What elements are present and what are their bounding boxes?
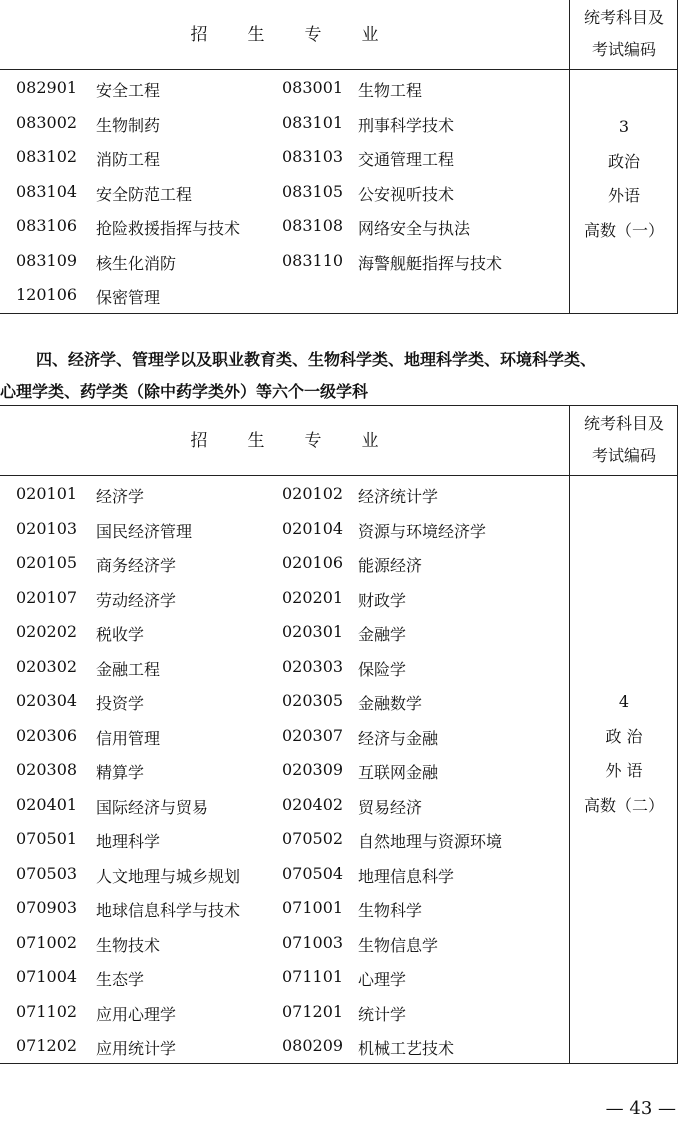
- major-code: 020302: [16, 656, 78, 676]
- major-code: 083102: [16, 147, 78, 166]
- major-name: 机械工艺技术: [358, 1039, 455, 1058]
- table-header: [0, 406, 677, 476]
- major-name: 海警舰艇指挥与技术: [358, 253, 503, 273]
- major-list: [0, 72, 569, 314]
- major-code: 020304: [16, 691, 78, 710]
- major-name: 保密管理: [96, 288, 161, 307]
- major-code: 020306: [16, 725, 78, 745]
- header-title: 招生专业: [190, 431, 419, 451]
- exam-subjects: 4 政 治 外 语 高数（二）: [583, 692, 664, 815]
- major-name: 网络安全与执法: [358, 219, 471, 238]
- major-code: 083108: [282, 216, 344, 235]
- major-name: 安全防范工程: [96, 184, 193, 204]
- major-name: 地理科学: [96, 832, 161, 851]
- major-name: 应用心理学: [96, 1004, 177, 1024]
- major-name: 消防工程: [96, 150, 161, 169]
- major-name: 生物科学: [358, 901, 423, 920]
- major-code: 071102: [16, 1001, 78, 1021]
- table-row: [0, 1030, 569, 1065]
- major-name: 统计学: [358, 1004, 407, 1024]
- major-name: 生物工程: [358, 81, 423, 100]
- table-row: [0, 892, 569, 927]
- major-code: 083109: [16, 250, 78, 270]
- major-name: 资源与环境经济学: [358, 521, 487, 541]
- table-row: [0, 858, 569, 893]
- major-code: 020101: [16, 484, 78, 503]
- table-row: [0, 996, 569, 1031]
- major-code: 070503: [16, 863, 78, 883]
- major-name: 国民经济管理: [96, 521, 193, 541]
- major-code: 070903: [16, 898, 78, 917]
- table-header: [0, 0, 677, 70]
- major-code: 020105: [16, 553, 78, 572]
- header-title: 招生专业: [190, 25, 419, 45]
- table-row: [0, 279, 569, 314]
- major-code: 083105: [282, 181, 344, 201]
- major-code: 083104: [16, 181, 78, 201]
- major-code: 020305: [282, 691, 344, 710]
- major-name: 金融工程: [96, 659, 161, 679]
- major-code: 083103: [282, 147, 344, 166]
- table-row: [0, 176, 569, 211]
- major-code: 070504: [282, 863, 344, 883]
- major-code: 071004: [16, 967, 78, 986]
- major-name: 人文地理与城乡规划: [96, 866, 241, 886]
- major-name: 交通管理工程: [358, 150, 455, 169]
- table-row: [0, 927, 569, 962]
- major-code: 020401: [16, 794, 78, 814]
- major-code: 020201: [282, 587, 344, 607]
- major-name: 公安视听技术: [358, 184, 455, 204]
- major-name: 经济学: [96, 487, 145, 506]
- major-code: 020301: [282, 622, 344, 641]
- major-list: [0, 478, 569, 1065]
- major-name: 生态学: [96, 970, 145, 989]
- subject-table-1: [0, 0, 678, 314]
- major-code: 120106: [16, 285, 78, 304]
- major-name: 经济与金融: [358, 728, 439, 748]
- major-name: 税收学: [96, 625, 145, 644]
- section-heading-line-2: 心理学类、药学类（除中药学类外）等六个一级学科: [0, 382, 369, 401]
- major-code: 083001: [282, 78, 344, 97]
- major-code: 083106: [16, 216, 78, 235]
- major-code: 020103: [16, 518, 78, 538]
- major-code: 071202: [16, 1036, 78, 1055]
- major-code: 070501: [16, 829, 78, 848]
- major-code: 020308: [16, 760, 78, 779]
- major-code: 020402: [282, 794, 344, 814]
- major-code: 020202: [16, 622, 78, 641]
- table-row: [0, 961, 569, 996]
- table-row: [0, 72, 569, 107]
- major-name: 信用管理: [96, 728, 161, 748]
- table-row: [0, 823, 569, 858]
- major-name: 刑事科学技术: [358, 115, 455, 135]
- major-name: 生物技术: [96, 935, 161, 955]
- major-code: 020309: [282, 760, 344, 779]
- major-name: 保险学: [358, 659, 407, 679]
- table-row: [0, 685, 569, 720]
- major-code: 020107: [16, 587, 78, 607]
- table-row: [0, 513, 569, 548]
- major-name: 金融学: [358, 625, 407, 644]
- table-row: [0, 141, 569, 176]
- table-row: [0, 616, 569, 651]
- major-code: 083002: [16, 112, 78, 132]
- major-code: 020303: [282, 656, 344, 676]
- major-name: 能源经济: [358, 556, 423, 575]
- table-row: [0, 720, 569, 755]
- major-code: 020104: [282, 518, 344, 538]
- major-name: 应用统计学: [96, 1039, 177, 1058]
- major-code: 071101: [282, 967, 344, 986]
- major-name: 心理学: [358, 970, 407, 989]
- table-row: [0, 107, 569, 142]
- major-code: 080209: [282, 1036, 344, 1055]
- subject-table-2: [0, 405, 678, 1064]
- major-name: 生物制药: [96, 115, 161, 135]
- page-number: — 43 —: [605, 1098, 676, 1119]
- major-name: 自然地理与资源环境: [358, 832, 503, 851]
- major-name: 地球信息科学与技术: [96, 901, 241, 920]
- table-row: [0, 245, 569, 280]
- major-name: 互联网金融: [358, 763, 439, 782]
- exam-subjects: 3 政治 外语 高数（一）: [583, 117, 664, 240]
- major-code: 071001: [282, 898, 344, 917]
- major-name: 财政学: [358, 590, 407, 610]
- major-name: 生物信息学: [358, 935, 439, 955]
- table-row: [0, 789, 569, 824]
- major-name: 金融数学: [358, 694, 423, 713]
- major-name: 国际经济与贸易: [96, 797, 209, 817]
- major-name: 安全工程: [96, 81, 161, 100]
- section-heading-line-1: 四、经济学、管理学以及职业教育类、生物科学类、地理科学类、环境科学类、: [36, 350, 597, 369]
- major-code: 082901: [16, 78, 78, 97]
- major-name: 经济统计学: [358, 487, 439, 506]
- major-code: 070502: [282, 829, 344, 848]
- table-row: [0, 478, 569, 513]
- major-code: 071002: [16, 932, 78, 952]
- major-name: 贸易经济: [358, 797, 423, 817]
- table-row: [0, 582, 569, 617]
- major-code: 020102: [282, 484, 344, 503]
- table-row: [0, 754, 569, 789]
- major-name: 投资学: [96, 694, 145, 713]
- major-name: 商务经济学: [96, 556, 177, 575]
- major-name: 劳动经济学: [96, 590, 177, 610]
- major-code: 020307: [282, 725, 344, 745]
- major-code: 083101: [282, 112, 344, 132]
- major-name: 抢险救援指挥与技术: [96, 219, 241, 238]
- table-row: [0, 210, 569, 245]
- major-code: 071003: [282, 932, 344, 952]
- major-name: 地理信息科学: [358, 866, 455, 886]
- major-code: 020106: [282, 553, 344, 572]
- major-name: 精算学: [96, 763, 145, 782]
- table-row: [0, 547, 569, 582]
- header-exam-subjects: 统考科目及 考试编码: [583, 414, 664, 465]
- major-name: 核生化消防: [96, 253, 177, 273]
- major-code: 071201: [282, 1001, 344, 1021]
- header-exam-subjects: 统考科目及 考试编码: [583, 8, 664, 59]
- major-code: 083110: [282, 250, 344, 270]
- table-row: [0, 651, 569, 686]
